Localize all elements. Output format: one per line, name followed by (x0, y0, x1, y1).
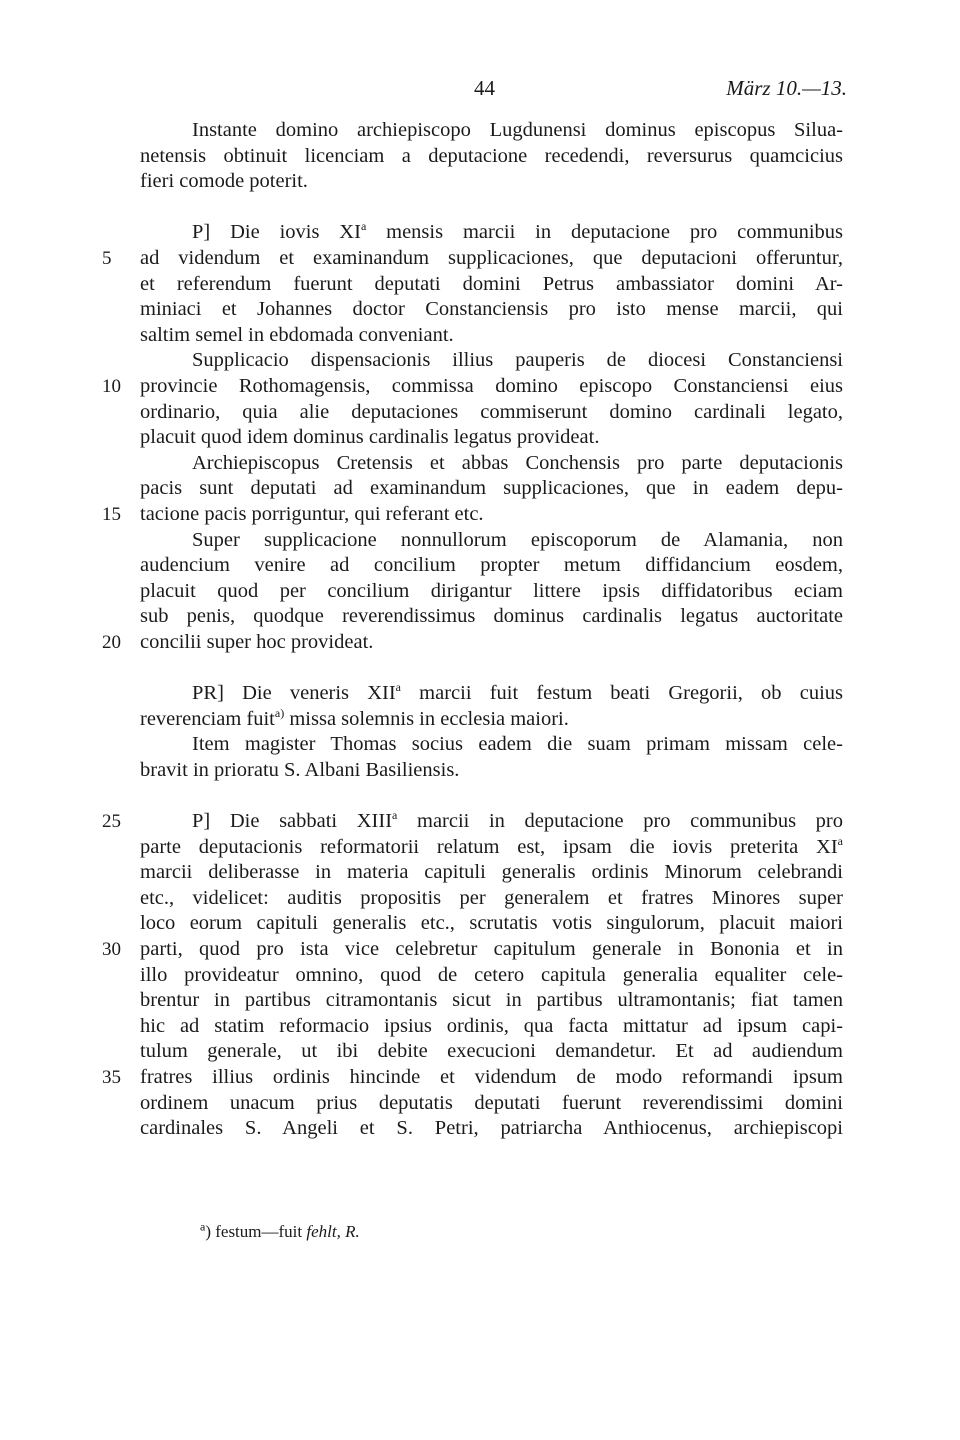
text-line (140, 758, 843, 784)
line-text: et referendum fuerunt deputati domini Petrus ambassiator domini Ar- (140, 272, 843, 295)
text-line (140, 988, 843, 1014)
paragraph-gap (140, 195, 843, 221)
line-text: marcii in deputacione pro communibus pro (397, 810, 843, 833)
line-text: fieri comode poterit. (140, 170, 308, 193)
text-line (140, 348, 843, 374)
line-text: tacione pacis porriguntur, qui referant etc. (140, 502, 484, 525)
line-text: audencium venire ad concilium propter metum diffidancium eosdem, (140, 554, 843, 577)
text-line (102, 374, 843, 400)
footnote-mark: a (200, 1219, 206, 1234)
text-line (140, 681, 843, 707)
line-text: ordinario, quia alie deputaciones commiserunt domino cardinali legato, (140, 400, 843, 423)
line-text: P] Die sabbati XIII (192, 810, 393, 833)
text-line (140, 707, 843, 733)
text-line (140, 476, 843, 502)
line-text: illo provideatur omnino, quod de cetero capitula generalia equaliter cele- (140, 963, 843, 986)
text-line (102, 502, 843, 528)
line-text: fratres illius ordinis hincinde et videndum de modo reformandi ipsum (140, 1065, 843, 1088)
line-text: netensis obtinuit licenciam a deputacione recedendi, reversurus quamcicius (140, 144, 843, 167)
line-text: Instante domino archiepiscopo Lugdunensi dominus episcopus Silua- (192, 119, 843, 141)
line-text: missa solemnis in ecclesia maiori. (284, 707, 569, 730)
line-text: miniaci et Johannes doctor Constanciensis pro isto mense marcii, qui (140, 298, 843, 321)
text-line (140, 1014, 843, 1040)
footnote-text: ) festum—fuit (205, 1222, 307, 1241)
line-text: provincie Rothomagensis, commissa domino episcopo Constanciensi eius (140, 374, 843, 397)
text-line (102, 1065, 843, 1091)
line-number: 20 (102, 631, 121, 653)
line-text: placuit quod idem dominus cardinalis legatus provideat. (140, 426, 600, 449)
superscript: a (837, 833, 843, 848)
line-text: reverenciam fuit (140, 707, 275, 730)
line-text: Archiepiscopus Cretensis et abbas Conchensis pro parte deputacionis (192, 451, 843, 474)
text-line (140, 835, 843, 861)
text-line (140, 1091, 843, 1117)
line-text: placuit quod per concilium dirigantur littere ipsis diffidatoribus eciam (140, 579, 843, 602)
line-number: 5 (102, 247, 112, 269)
line-text: marcii deliberasse in materia capituli generalis ordinis Minorum celebrandi (140, 861, 843, 884)
main-text (102, 118, 844, 1142)
line-text: loco eorum capituli generalis etc., scrutatis votis singulorum, placuit maiori (140, 912, 843, 935)
line-text: saltim semel in ebdomada conveniant. (140, 323, 454, 346)
text-line (140, 579, 843, 605)
line-text: Item magister Thomas socius eadem die suam primam missam cele- (192, 733, 843, 756)
line-number: 10 (102, 375, 121, 397)
line-text: parte deputacionis reformatorii relatum est, ipsam die iovis preterita XI (140, 835, 838, 858)
paragraph-gap (140, 783, 843, 809)
superscript: a (392, 808, 398, 823)
text-line (140, 272, 843, 298)
line-text: parti, quod pro ista vice celebretur capitulum generale in Bononia et in (140, 938, 843, 960)
text-line (140, 425, 843, 451)
line-text: etc., videlicet: auditis propositis per generalem et fratres Minores super (140, 886, 843, 909)
text-line (140, 323, 843, 349)
line-text: hic ad statim reformacio ipsius ordinis, qua facta mittatur ad ipsum capi- (140, 1014, 843, 1037)
line-text: PR] Die veneris XII (192, 682, 396, 705)
text-line (102, 808, 843, 835)
line-text: brentur in partibus citramontanis sicut in partibus ultramontanis; fiat tamen (140, 989, 843, 1012)
text-line (140, 604, 843, 630)
text-line (140, 297, 843, 323)
text-line (140, 886, 843, 912)
text-line (140, 451, 843, 477)
text-line (140, 860, 843, 886)
text-line (140, 911, 843, 937)
text-line (140, 528, 843, 554)
line-number: 15 (102, 503, 121, 525)
line-text: sub penis, quodque reverendissimus dominus cardinalis legatus auctoritate (140, 605, 843, 628)
page-number: 44 (474, 76, 495, 100)
line-text: Super supplicacione nonnullorum episcoporum de Alamania, non (192, 528, 843, 551)
text-line (140, 963, 843, 989)
superscript: a (395, 680, 401, 695)
line-text: P] Die iovis XI (192, 221, 361, 244)
line-text: concilii super hoc provideat. (140, 630, 374, 653)
line-text: bravit in prioratu S. Albani Basiliensis. (140, 758, 460, 781)
text-line (102, 937, 843, 963)
footnote-italic: fehlt, R. (306, 1222, 360, 1241)
text-line (140, 220, 843, 246)
text-line (140, 144, 843, 170)
text-line (140, 553, 843, 579)
text-line (140, 118, 843, 144)
line-text: marcii fuit festum beati Gregorii, ob cuius (401, 682, 843, 705)
line-text: mensis marcii in deputacione pro communibus (366, 221, 844, 244)
text-line (102, 246, 843, 272)
line-number: 25 (102, 811, 121, 833)
line-text: Supplicacio dispensacionis illius pauperis de diocesi Constanciensi (192, 349, 843, 372)
line-number: 35 (102, 1066, 121, 1088)
line-text: tulum generale, ut ibi debite execucioni demandetur. Et ad audiendum (140, 1040, 843, 1063)
running-head: März 10.—13. (726, 76, 847, 100)
text-line (140, 400, 843, 426)
text-line (102, 630, 843, 656)
superscript: a (360, 219, 367, 234)
line-text: ordinem unacum prius deputatis deputati fuerunt reverendissimi domini (140, 1091, 843, 1114)
text-line (140, 169, 843, 195)
text-line (140, 1116, 843, 1142)
line-text: pacis sunt deputati ad examinandum supplicaciones, que in eadem depu- (140, 477, 843, 500)
footnote (200, 1219, 360, 1242)
paragraph-gap (140, 655, 843, 681)
line-number: 30 (102, 939, 121, 960)
text-line (140, 732, 843, 758)
line-text: cardinales S. Angeli et S. Petri, patriarcha Anthiocenus, archiepiscopi (140, 1117, 843, 1140)
text-line (140, 1039, 843, 1065)
line-text: ad videndum et examinandum supplicaciones, que deputacioni offeruntur, (140, 246, 843, 269)
page-header (0, 76, 960, 106)
superscript: a) (274, 705, 285, 720)
